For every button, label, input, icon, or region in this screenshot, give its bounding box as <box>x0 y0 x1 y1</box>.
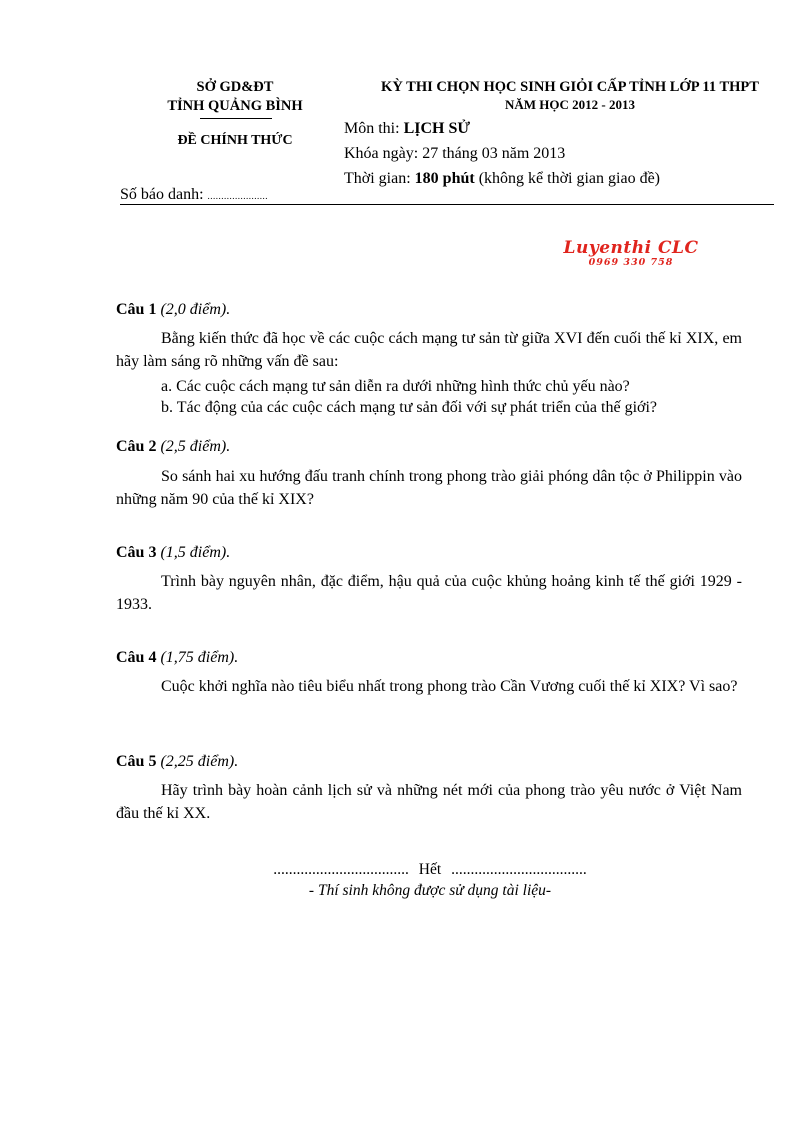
time-value: 180 phút <box>414 170 475 187</box>
footer-note: - Thí sinh không được sử dụng tài liệu- <box>308 882 552 899</box>
end-marker <box>250 861 610 879</box>
time-line <box>344 170 660 188</box>
department-underline <box>200 118 272 119</box>
question-1-body: Bằng kiến thức đã học về các cuộc cách mạng tư sản từ giữa XVI đến cuối thế kỉ XIX, em hãy làm sáng rõ những vấn đề sau: <box>116 330 742 370</box>
department-line1: SỞ GD&ĐT <box>196 79 274 95</box>
official-label: ĐỀ CHÍNH THỨC <box>177 133 293 148</box>
question-points: (2,0 điểm). <box>160 301 231 318</box>
brand-logo <box>556 238 706 268</box>
question-1-sub-a: a. Các cuộc cách mạng tư sản diễn ra dưới những hình thức chủ yếu nào? <box>161 378 630 395</box>
end-dots-left: ................................... <box>273 861 409 878</box>
subject-line <box>344 120 470 138</box>
question-label: Câu 4 <box>116 649 157 666</box>
question-points: (2,5 điểm). <box>160 438 231 455</box>
question-5-heading <box>116 753 238 771</box>
question-2-heading <box>116 438 230 456</box>
department-line2: TỈNH QUẢNG BÌNH <box>167 98 303 114</box>
department-name <box>120 78 350 116</box>
question-5-body: Hãy trình bày hoàn cảnh lịch sử và những nét mới của phong trào yêu nước ở Việt Nam đầu thế kỉ XX. <box>116 782 742 822</box>
question-label: Câu 2 <box>116 438 157 455</box>
brand-phone: 0969 330 758 <box>588 257 674 268</box>
question-label: Câu 3 <box>116 544 157 561</box>
brand-name: Luyenthi CLC <box>563 238 699 258</box>
question-1-heading <box>116 301 230 319</box>
question-points: (1,75 điểm). <box>160 649 239 666</box>
exam-date: Khóa ngày: 27 tháng 03 năm 2013 <box>344 145 566 162</box>
question-1-sub-b: b. Tác động của các cuộc cách mạng tư sản đối với sự phát triển của thế giới? <box>161 399 658 416</box>
school-year: NĂM HỌC 2012 - 2013 <box>505 97 635 112</box>
question-label: Câu 5 <box>116 753 157 770</box>
candidate-label: Số báo danh: <box>120 186 204 203</box>
question-2-body: So sánh hai xu hướng đấu tranh chính trong phong trào giải phóng dân tộc ở Philippin vào những năm 90 của thế kỉ XIX? <box>116 468 742 508</box>
subject-label: Môn thi: <box>344 120 404 137</box>
header-divider <box>120 204 774 205</box>
question-label: Câu 1 <box>116 301 157 318</box>
question-3-heading <box>116 544 230 562</box>
question-3-body: Trình bày nguyên nhân, đặc điểm, hậu quả của cuộc khủng hoảng kinh tế thế giới 1929 - 1933. <box>116 573 742 613</box>
end-text: Hết <box>418 861 442 878</box>
candidate-number <box>120 186 268 204</box>
exam-title: KỲ THI CHỌN HỌC SINH GIỎI CẤP TỈNH LỚP 11 THPT <box>381 79 759 95</box>
question-points: (2,25 điểm). <box>160 753 239 770</box>
time-label: Thời gian: <box>344 170 415 187</box>
question-points: (1,5 điểm). <box>160 544 231 561</box>
candidate-dots: ...................... <box>207 191 269 201</box>
end-dots-right: ................................... <box>451 861 587 878</box>
subject-value: LỊCH SỬ <box>403 120 471 137</box>
question-4-heading <box>116 649 238 667</box>
time-note: (không kể thời gian giao đề) <box>474 170 661 187</box>
question-4-body: Cuộc khởi nghĩa nào tiêu biểu nhất trong phong trào Cần Vương cuối thế kỉ XIX? Vì sao? <box>161 678 738 695</box>
